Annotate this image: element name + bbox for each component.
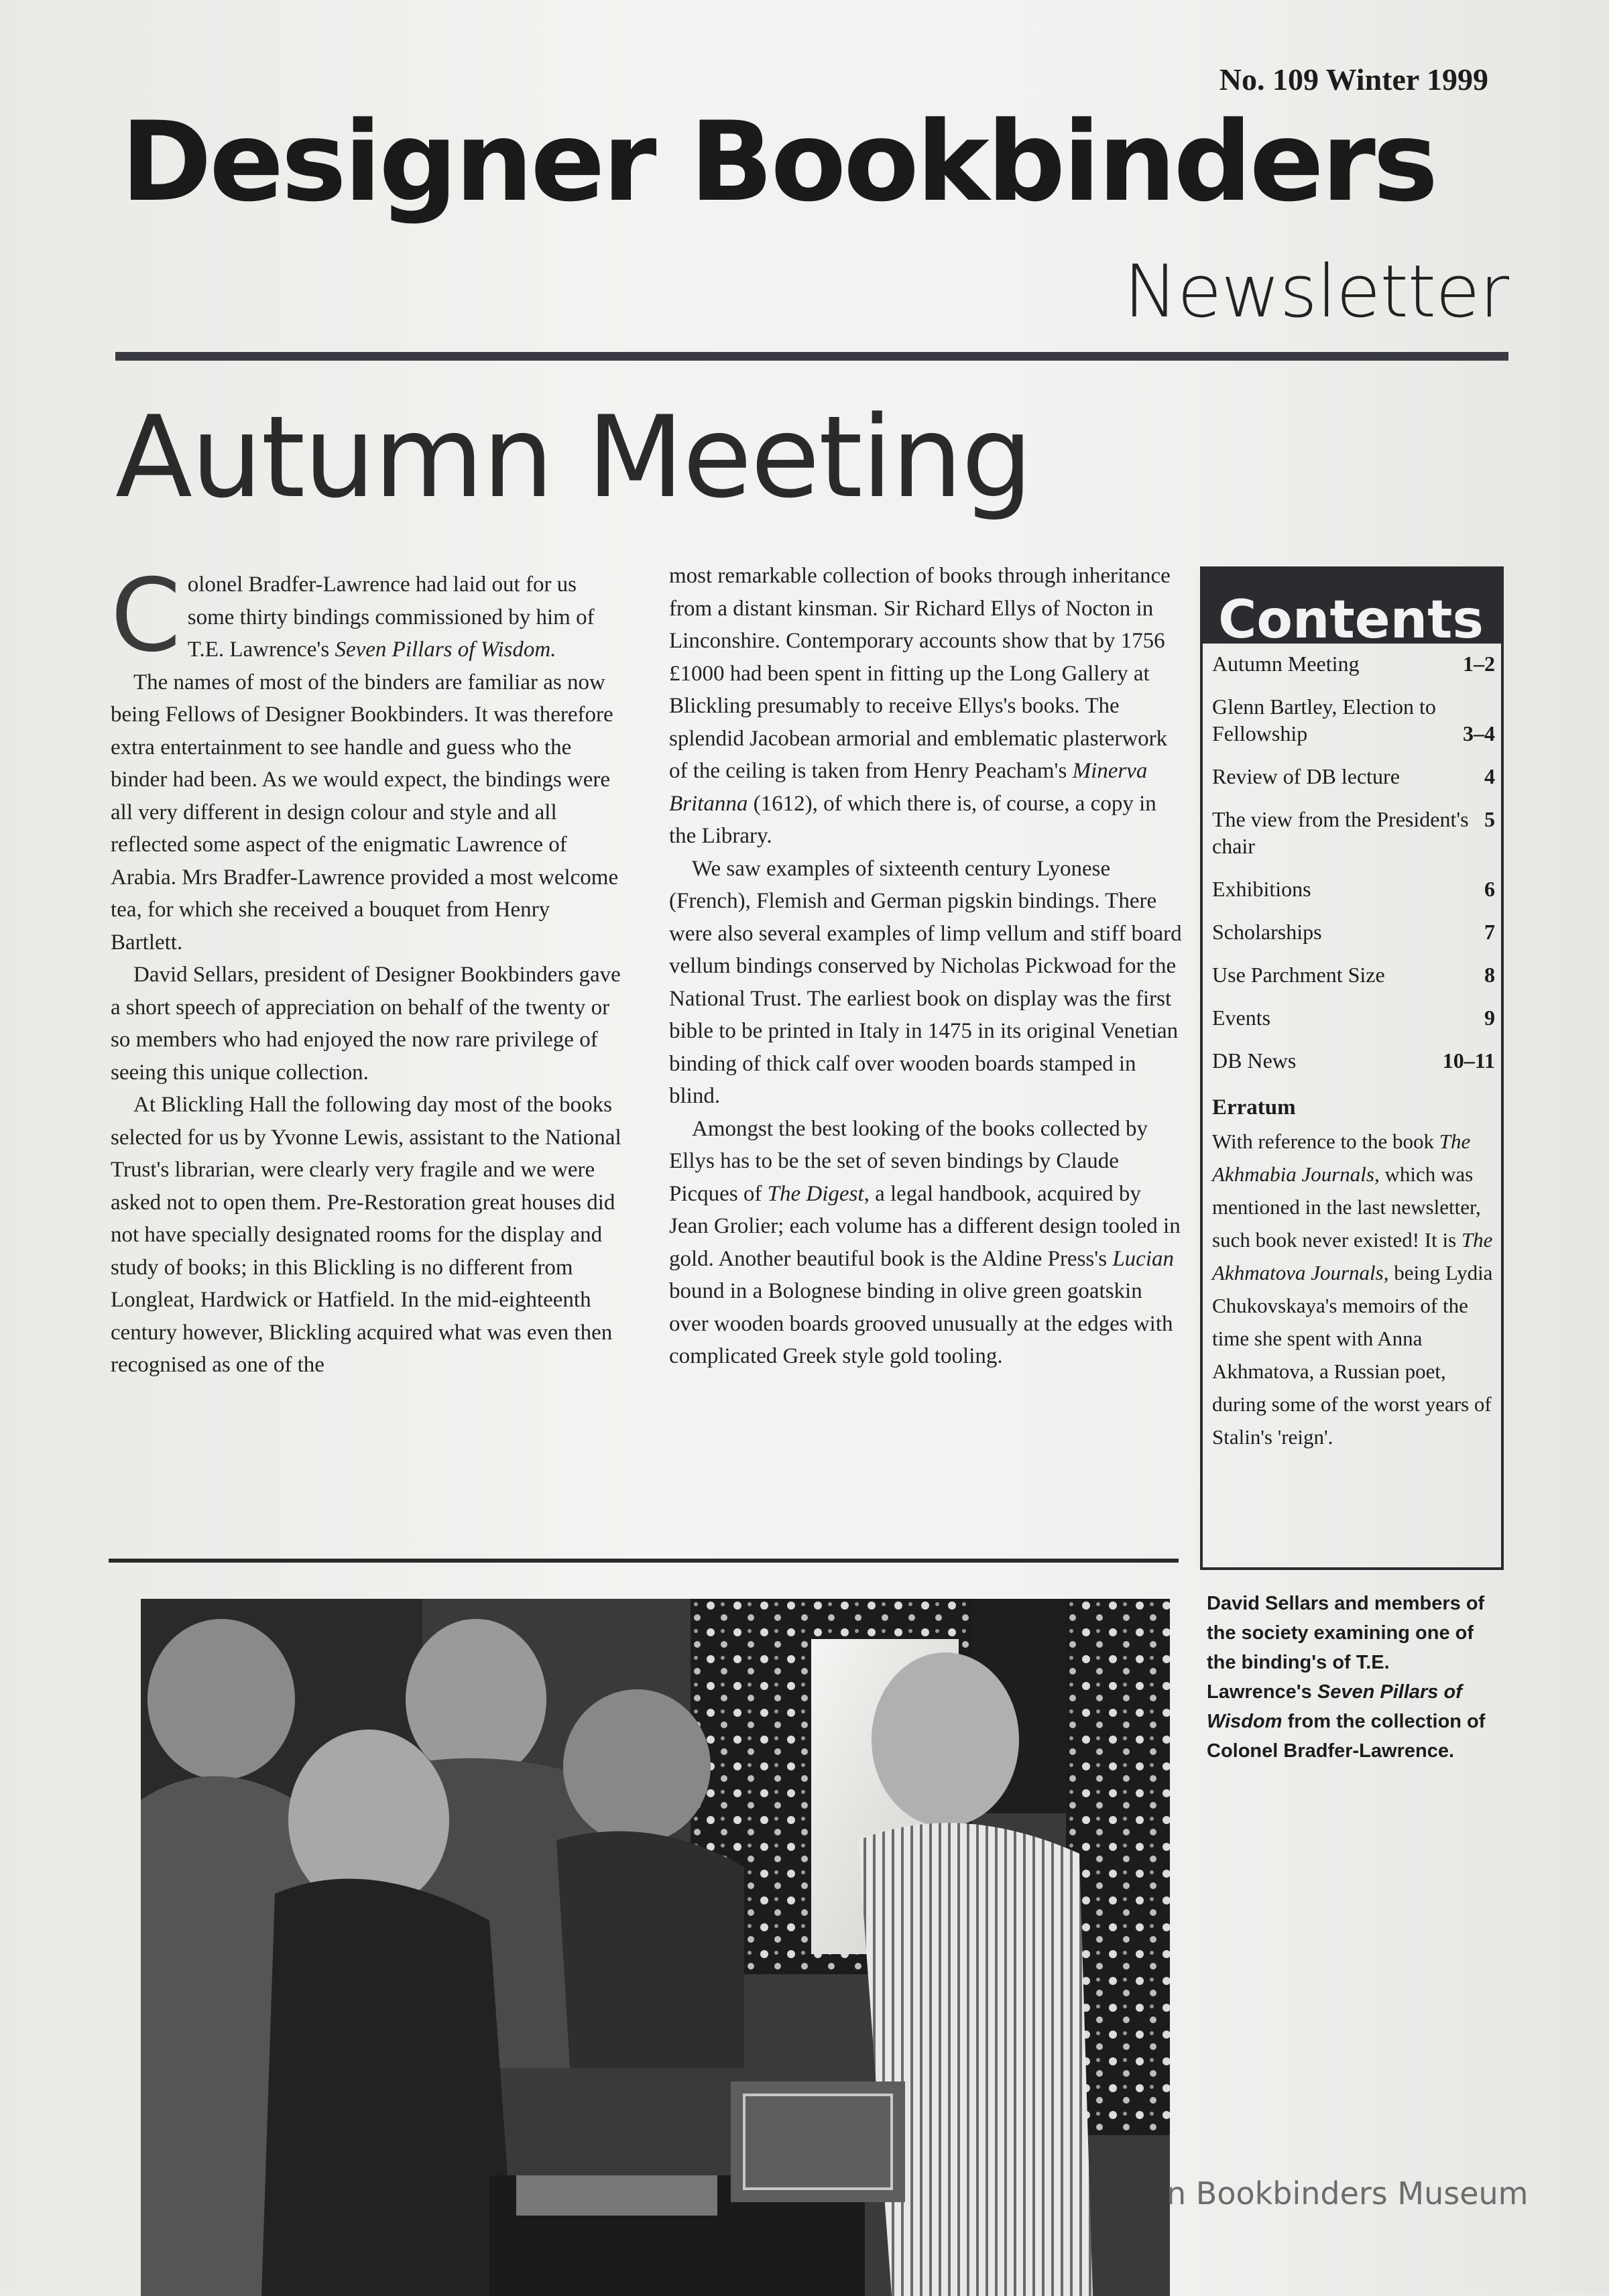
contents-item: The view from the President's chair 5 [1212,807,1495,858]
contents-item: DB News 10–11 [1212,1048,1495,1073]
article-headline: Autumn Meeting [115,391,1032,523]
article-paragraph: We saw examples of sixteenth century Lyonese (French), Flemish and German pigskin bindings. There were also several examples of limp vellum and stiff board vellum bindings conserved by Nicholas Pickwoad for the National Trust. The earliest book on display was the first bible to be printed in Italy in 1475 in its original Venetian binding of thick calf over wooden boards stamped in blind. [669,856,1182,1108]
erratum-text: With reference to the book The Akhmabia Journals, which was mentioned in the last newsletter, such book never existed! It is The Akhmatova Journals, being Lydia Chukovskaya's memoirs of the time she spent with Anna Akhmatova, a Russian poet, during some of the worst years of Stalin's 'reign'. [1212,1130,1493,1449]
photo-rule [109,1559,1179,1563]
paragraph-text: (1612), of which there is, of course, a copy in the Library. [669,791,1156,848]
contents-item: Review of DB lecture 4 [1212,764,1495,788]
contents-item: Autumn Meeting 1–2 [1212,652,1495,676]
paragraph-text: Amongst the best looking of the books collected by Ellys has to be the set of seven bindings by Claude Picques of [669,1116,1148,1206]
article-paragraph: The names of most of the binders are familiar as now being Fellows of Designer Bookbinders. It was therefore extra entertainment to see handle and guess who the binder had been. As we would expect, the bindings were all very different in design colour and style and all reflected some aspect of the enigmatic Lawrence of Arabia. Mrs Bradfer-Lawrence provided a most welcome tea, for which she received a bouquet from Henry Bartlett. [111,670,619,955]
paragraph-text: , a legal handbook, acquired by Jean Grolier; each volume has a different design tooled in gold. Another beautiful book is the Aldine Press's [669,1181,1181,1271]
paragraph-text: most remarkable collection of books through inheritance from a distant kinsman. Sir Richard Ellys of Nocton in Linconshire. Contemporary accounts show that by 1756 £1000 had been spent in fitting up the Long Gallery at Blickling presumably to receive Ellys's books. The splendid Jacobean armorial and emblematic plasterwork of the ceiling is taken from Henry Peacham's [669,564,1171,783]
masthead-rule [115,352,1508,361]
contents-item: Events 9 [1212,1006,1495,1030]
drop-cap: C [111,558,181,674]
article-column-2 [669,560,1185,1373]
photo-caption: David Sellars and members of the society examining one of the binding's of T.E. Lawrence's Seven Pillars of Wisdom from the collection of Colonel Bradfer-Lawrence. [1207,1593,1486,1762]
article-paragraph [669,1113,1185,1373]
photo-illustration [141,1599,1170,2296]
contents-item: Scholarships 7 [1212,920,1495,944]
book-title: Minerva Britanna [669,759,1148,816]
paragraph-text: olonel Bradfer-Lawrence had laid out for us some thirty bindings commissioned by him of T.E. Lawrence's [187,572,595,662]
article-paragraph: David Sellars, president of Designer Bookbinders gave a short speech of appreciation on behalf of the twenty or so members who had enjoyed the now rare privilege of seeing this unique collection. [111,963,621,1085]
book-title: Lucian [1112,1246,1174,1271]
masthead-subtitle: Newsletter [1124,250,1508,334]
group-photograph [141,1599,1170,2296]
article-paragraph [669,560,1185,853]
contents-item: Use Parchment Size 8 [1212,963,1495,987]
article-paragraph [111,558,627,674]
masthead-title: Designer Bookbinders [121,98,1436,226]
erratum-heading: Erratum [1212,1095,1296,1120]
article-paragraph: At Blickling Hall the following day most of the books selected for us by Yvonne Lewis, assistant to the National Trust's librarian, were clearly very fragile and we were asked not to open them. Pre-Restoration great houses did not have specially designated rooms for the display and study of books; in this Blickling is no different from Longleat, Hardwick or Hatfield. In the mid-eighteenth century however, Blickling acquired what was even then recognised as one of the [111,1093,621,1377]
contents-box [1200,566,1502,1473]
issue-number: No. 109 Winter 1999 [1219,62,1488,97]
book-title: The Digest [767,1181,864,1206]
contents-item: Exhibitions 6 [1212,877,1495,901]
contents-list [1200,644,1502,1473]
article-column-1 [111,558,627,1382]
book-title: Seven Pillars of Wisdom. [335,638,556,662]
contents-title: Contents [1200,566,1502,644]
museum-watermark: n Bookbinders Museum [1167,2175,1529,2212]
paragraph-text: bound in a Bolognese binding in olive green goatskin over wooden boards grooved unusually at the edges with complicated Greek style gold tooling. [669,1279,1173,1368]
contents-item: Glenn Bartley, Election to Fellowship 3–4 [1212,694,1495,745]
